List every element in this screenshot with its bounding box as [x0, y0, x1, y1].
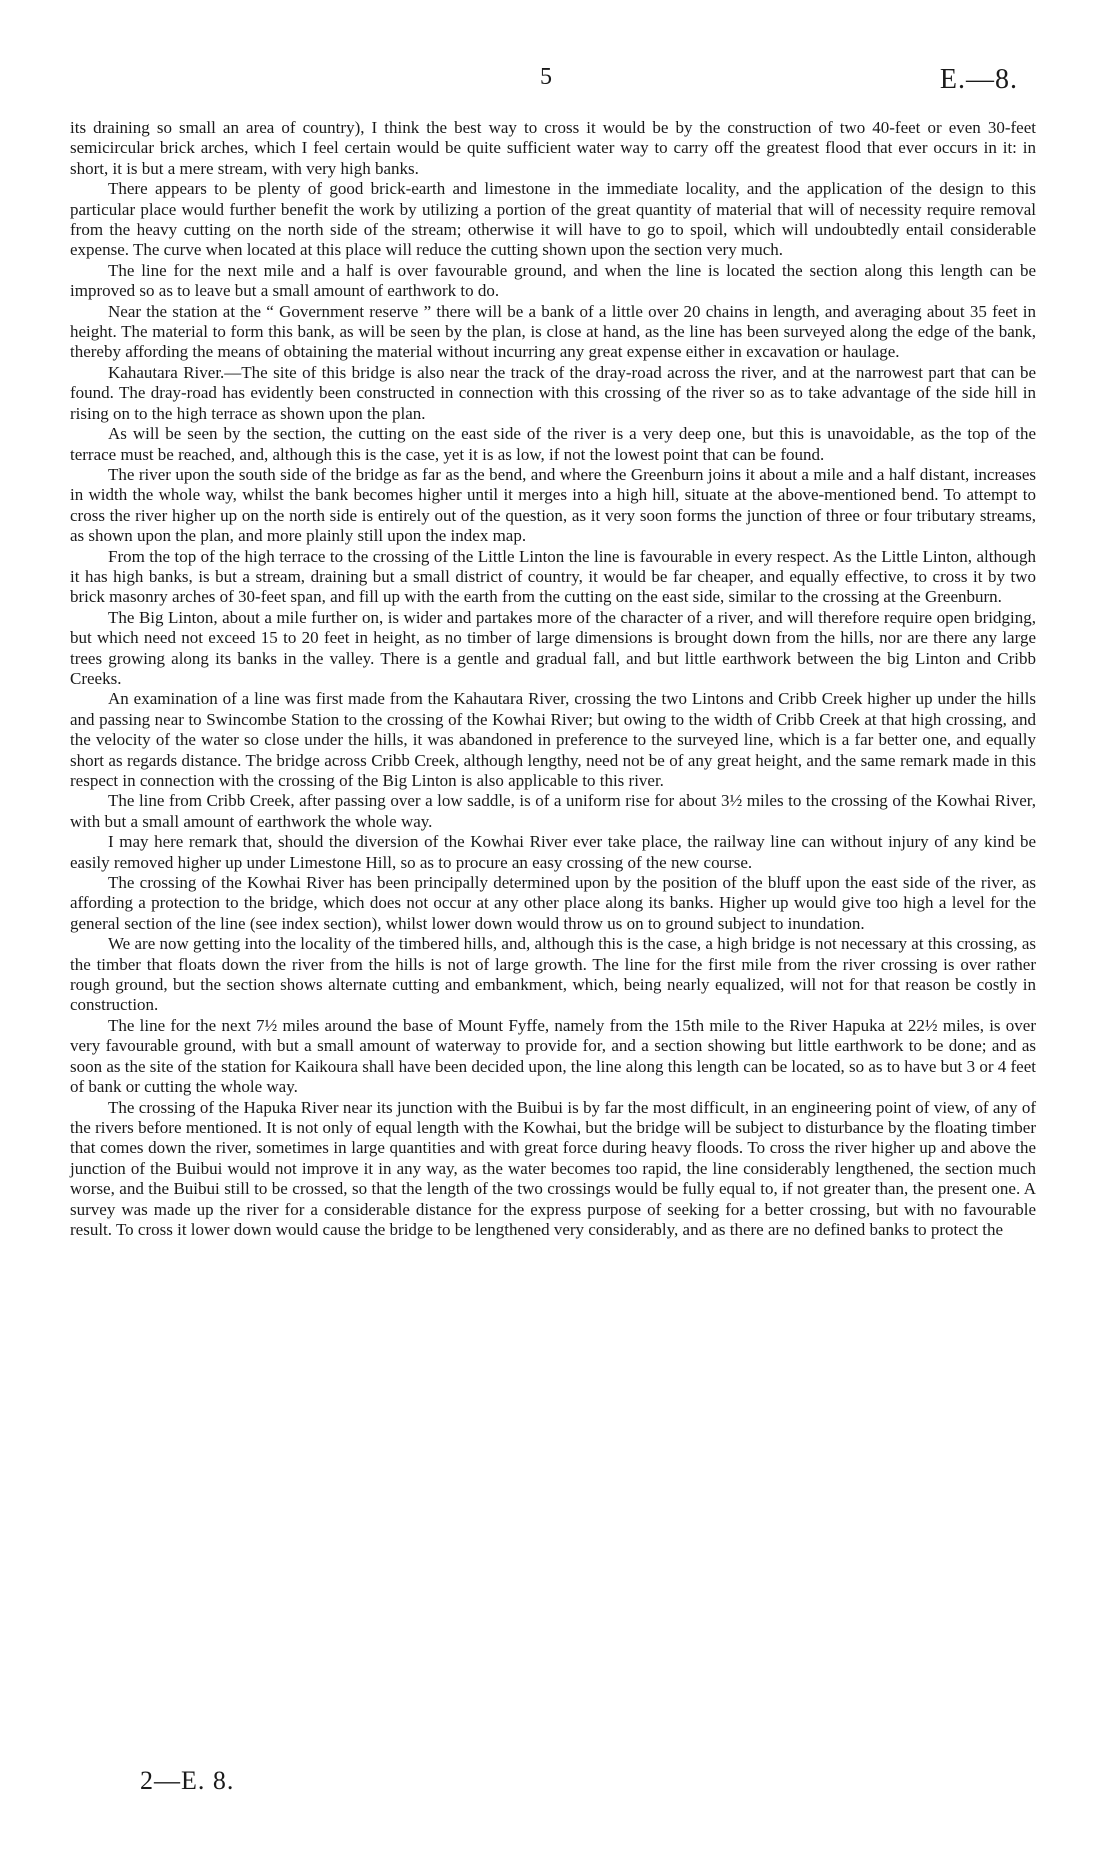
paragraph: The crossing of the Kowhai River has been principally determined upon by the position of the bluff upon the east side of the river, as affording a protection to the bridge, which does not occur at any other place along its banks. Higher up would give too high a level for the general section of the line (see index section), whilst lower down would throw us on to ground subject to inundation. [70, 873, 1036, 933]
paragraph: From the top of the high terrace to the crossing of the Little Linton the line is favourable in every respect. As the Little Linton, although it has high banks, is but a stream, draining but a small district of country, it would be far cheaper, and equally effective, to cross it by two brick masonry arches of 30-feet span, and fill up with the earth from the cutting on the east side, similar to the crossing at the Greenburn. [70, 546, 1036, 607]
paragraph: Near the station at the “ Government reserve ” there will be a bank of a little over 20 chains in length, and averaging about 35 feet in height. The material to form this bank, as will be seen by the plan, is close at hand, as the line has been surveyed along the edge of the bank, thereby affording the means of obtaining the material without incurring any great expense either in excavation or haulage. [70, 301, 1036, 362]
paragraph: I may here remark that, should the diversion of the Kowhai River ever take place, the railway line can without injury of any kind be easily removed higher up under Limestone Hill, so as to procure an easy crossing of the new course. [70, 832, 1036, 872]
paragraph: There appears to be plenty of good brick-earth and limestone in the immediate locality, and the application of the design to this particular place would further benefit the work by utilizing a portion of the great quantity of material that will of necessity require removal from the heavy cutting on the north side of the stream; otherwise it will have to go to spoil, which will undoubtedly entail considerable expense. The curve when located at this place will reduce the cutting shown upon the section very much. [70, 179, 1036, 260]
paragraph: its draining so small an area of country), I think the best way to cross it would be by the construction of two 40-feet or even 30-feet semicircular brick arches, which I feel certain would be quite sufficient water way to carry off the greatest flood that ever occurs in it: in short, it is but a mere stream, with very high banks. [70, 118, 1036, 178]
paragraph: An examination of a line was first made from the Kahautara River, crossing the two Lintons and Cribb Creek higher up under the hills and passing near to Swincombe Station to the crossing of the Kowhai River; but owing to the width of Cribb Creek at that high crossing, and the velocity of the water so close under the hills, it was abandoned in preference to the surveyed line, which is a far better one, and equally short as regards distance. The bridge across Cribb Creek, although lengthy, need not be of any great height, and the same remark made in this respect in connection with the crossing of the Big Linton is also applicable to this river. [70, 689, 1036, 790]
document-body [70, 118, 1036, 1240]
paragraph: As will be seen by the section, the cutting on the east side of the river is a very deep one, but this is unavoidable, as the top of the terrace must be reached, and, although this is the case, yet it is as low, if not the lowest point that can be found. [70, 424, 1036, 464]
paragraph: The line for the next mile and a half is over favourable ground, and when the line is located the section along this length can be improved so as to leave but a small amount of earthwork to do. [70, 260, 1036, 301]
paragraph: The Big Linton, about a mile further on, is wider and partakes more of the character of a river, and will therefore require open bridging, but which need not exceed 15 to 20 feet in height, as no timber of large dimensions is brought down from the hills, nor are there any large trees growing along its banks in the valley. There is a gentle and gradual fall, and but little earthwork between the big Linton and Cribb Creeks. [70, 607, 1036, 688]
page-number: 5 [540, 64, 552, 90]
paragraph: The line for the next 7½ miles around the base of Mount Fyffe, namely from the 15th mile to the River Hapuka at 22½ miles, is over very favourable ground, with but a small amount of waterway to provide for, and a section showing but little earthwork to be done; and as soon as the site of the station for Kaikoura shall have been decided upon, the line along this length can be located, so as to have but 3 or 4 feet of bank or cutting the whole way. [70, 1015, 1036, 1097]
paragraph: The river upon the south side of the bridge as far as the bend, and where the Greenburn joins it about a mile and a half distant, increases in width the whole way, whilst the bank becomes higher until it merges into a high hill, situate at the above-mentioned bend. To attempt to cross the river higher up on the north side is entirely out of the question, as it very soon forms the junction of three or four tributary streams, as shown upon the plan, and more plainly still upon the index map. [70, 464, 1036, 546]
paragraph: We are now getting into the locality of the timbered hills, and, although this is the case, a high bridge is not necessary at this crossing, as the timber that floats down the river from the hills is not of large growth. The line for the first mile from the river crossing is over rather rough ground, but the section shows alternate cutting and embankment, which, being nearly equalized, will not for that reason be costly in construction. [70, 934, 1036, 1015]
paragraph: The line from Cribb Creek, after passing over a low saddle, is of a uniform rise for about 3½ miles to the crossing of the Kowhai River, with but a small amount of earthwork the whole way. [70, 791, 1036, 831]
page-header [0, 64, 1114, 104]
document-reference: E.—8. [939, 64, 1018, 95]
paragraph: Kahautara River.—The site of this bridge is also near the track of the dray-road across the river, and at the narrowest part that can be found. The dray-road has evidently been constructed in connection with this crossing of the river so as to take advantage of the side hill in rising on to the high terrace as shown upon the plan. [70, 362, 1036, 423]
paragraph: The crossing of the Hapuka River near its junction with the Buibui is by far the most difficult, in an engineering point of view, of any of the rivers before mentioned. It is not only of equal length with the Kowhai, but the bridge will be subject to disturbance by the floating timber that comes down the river, sometimes in large quantities and with great force during heavy floods. To cross the river higher up and above the junction of the Buibui would not improve it in any way, as the water becomes too rapid, the line considerably lengthened, the section much worse, and the Buibui still to be crossed, so that the length of the two crossings would be fully equal to, if not greater than, the present one. A survey was made up the river for a considerable distance for the express purpose of seeking for a better crossing, but with no favourable result. To cross it lower down would cause the bridge to be lengthened very considerably, and as there are no defined banks to protect the [70, 1097, 1036, 1239]
page-signature: 2—E. 8. [140, 1766, 235, 1795]
